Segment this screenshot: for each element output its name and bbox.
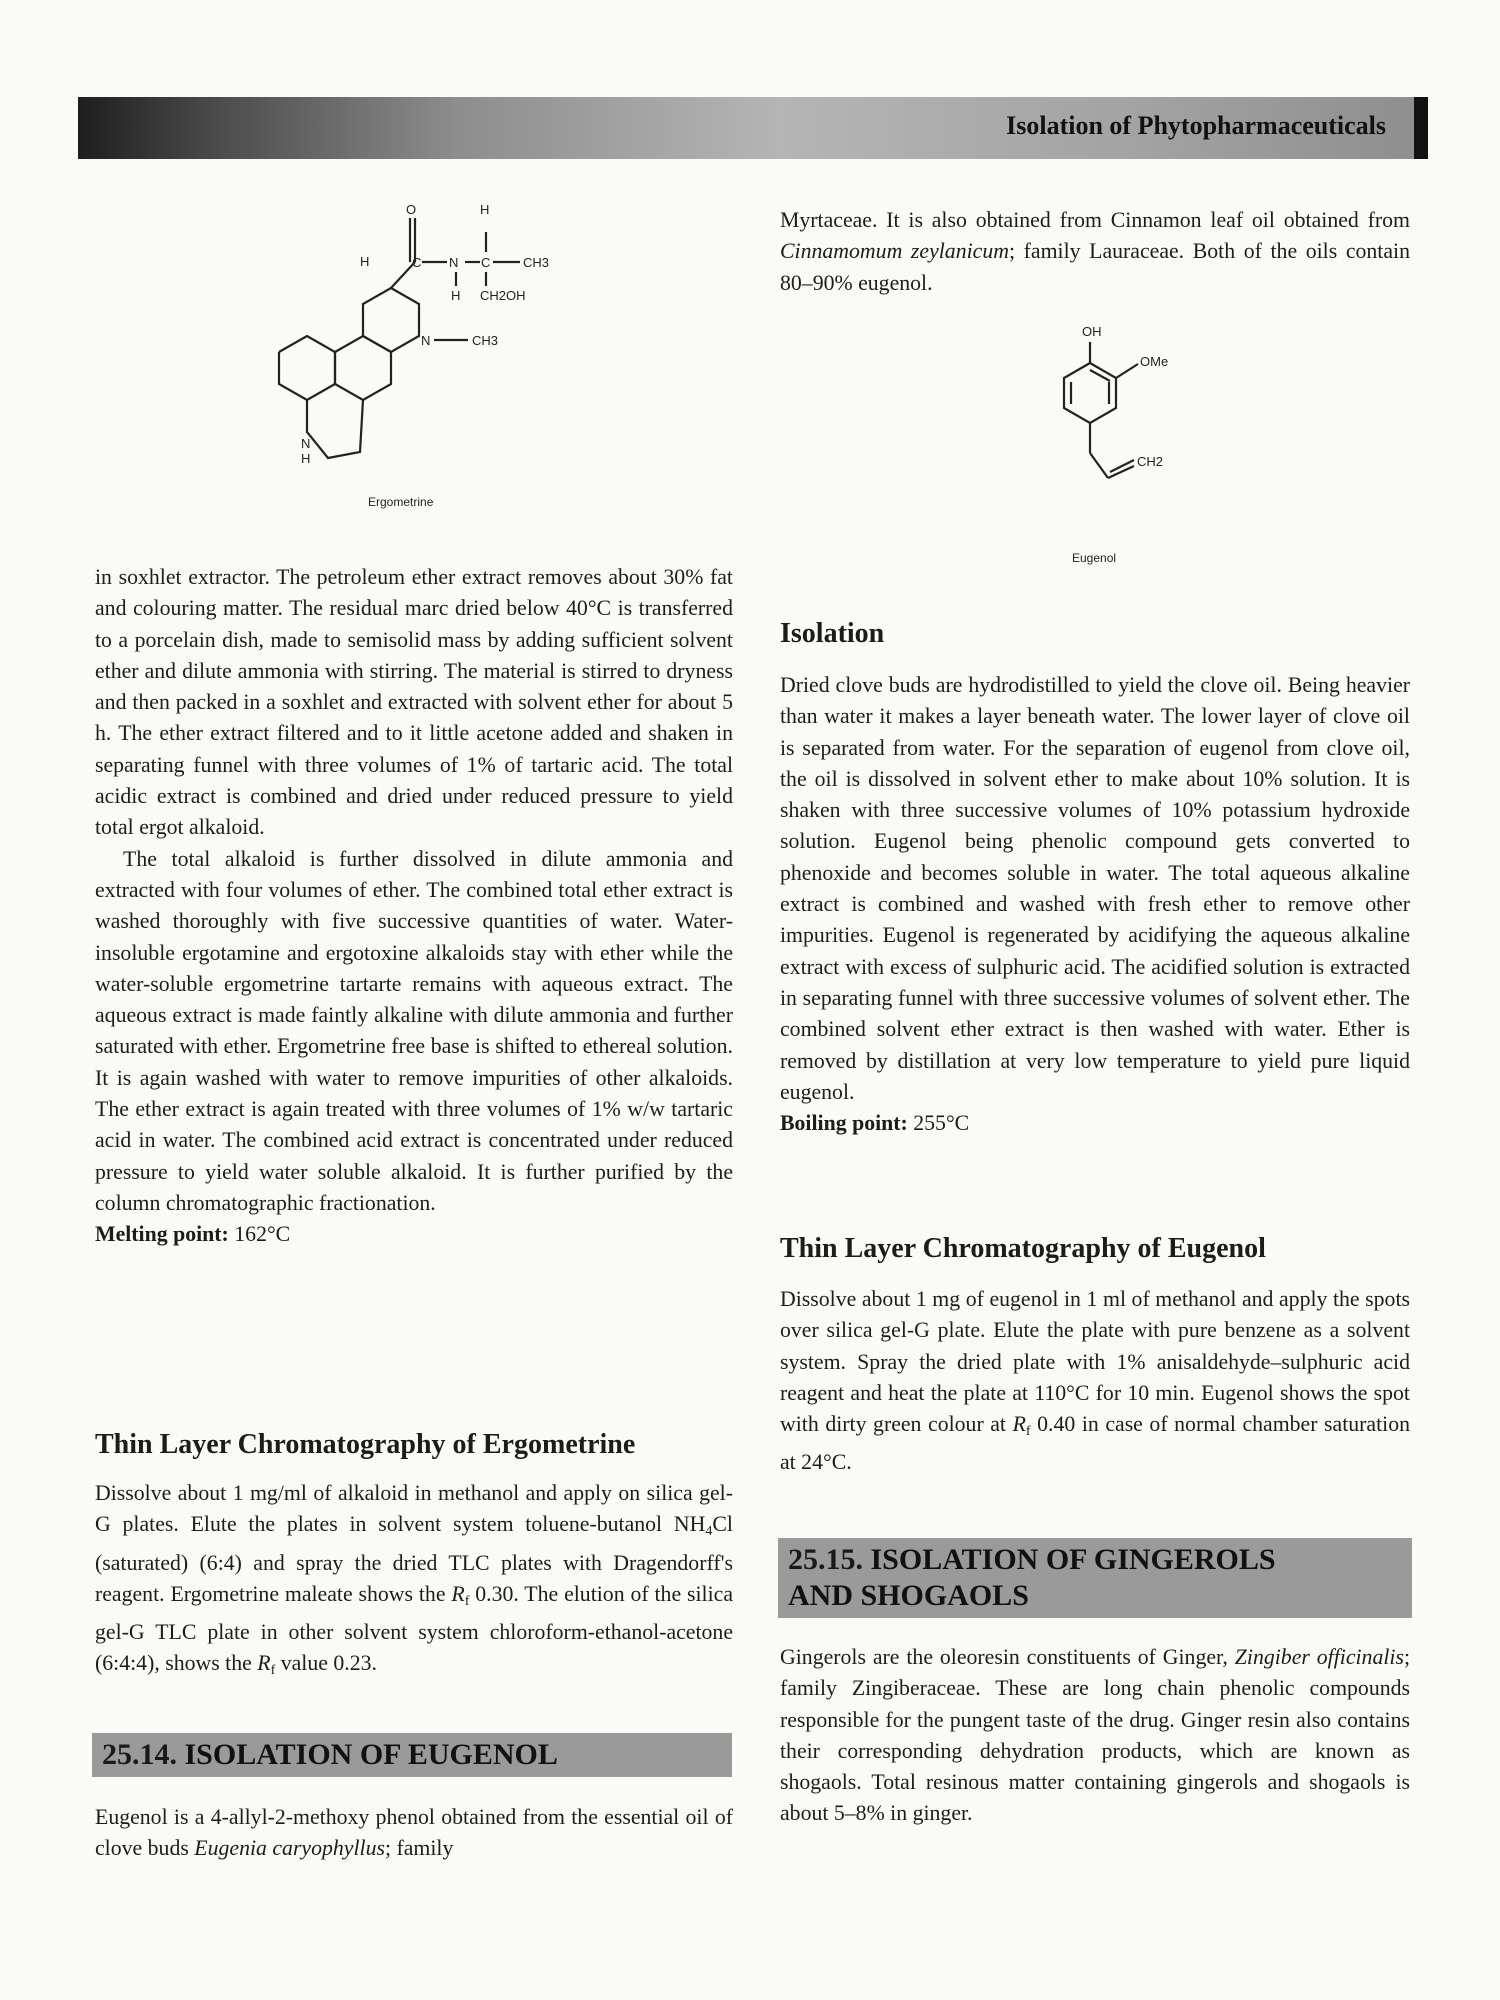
section-25-14-heading [92,1733,732,1777]
section-25-15-title-line-1: ISOLATION OF GINGEROLS [870,1543,1276,1576]
ergometrine-label-ch3: CH3 [523,255,550,270]
tlc-ergometrine-paragraph: Dissolve about 1 mg/ml of alkaloid in methanol and apply on silica gel-G plates. Elute the plates in solvent system toluene-butanol $NH_4Cl$ (saturated) (6:4) and spray the dried TLC plates with Dragendorff's reagent. Ergometrine maleate shows the $R_f$ 0.30. The elution of the silica gel-G TLC plate in other solvent system chloroform-ethanol-acetone (6:4:4), shows the $R_f$ value 0.23. [95,1481,733,1679]
ergometrine-label-ch2oh: CH2OH [480,288,526,303]
ergometrine-label-n-ring: N [421,333,431,348]
ergometrine-caption: Ergometrine [368,495,434,509]
section-25-14-number: 25.14. [102,1738,177,1771]
boiling-point-value: 255°C [913,1111,970,1136]
left-paragraph-2: The total alkaloid is further dissolved in dilute ammonia and extracted with four volumes of ether. The combined total ether extract is washed thoroughly with five successive quantities of water. Water-insoluble ergotamine and ergotoxine alkaloids stay with ether while the water-soluble ergometrine tartarte remains with aqueous extract. The aqueous extract is made faintly alkaline with dilute ammonia and further saturated with ether. Ergometrine free base is shifted to ethereal solution. It is again washed with water to remove impurities of other alkaloids. The ether extract is again treated with three volumes of 1% w/w tartaric acid in water. The combined acid extract is concentrated under reduced pressure to yield water soluble alkaloid. It is further purified by the column chromatographic fractionation. [95,846,733,1215]
ergometrine-label-ch3-ring: CH3 [472,333,499,348]
isolation-heading: Isolation [780,618,885,649]
ergometrine-label-h-n: H [451,288,461,303]
eugenol-diagram [1010,318,1230,568]
eugenol-label-ome: OMe [1140,354,1169,369]
boiling-point-label: Boiling point: [780,1111,908,1136]
isolation-paragraph: Dried clove buds are hydrodistilled to yield the clove oil. Being heavier than water it makes a layer beneath water. The lower layer of clove oil is separated from water. For the separation of eugenol from clove oil, the oil is dissolved in solvent ether to make about 10% solution. It is shaken with three successive volumes of 10% potassium hydroxide solution. Eugenol being phenolic compound gets converted to phenoxide and becomes soluble in water. The total aqueous alkaline extract is combined and washed with fresh ether to remove other impurities. Eugenol is regenerated by acidifying the aqueous alkaline extract with excess of sulphuric acid. The acidified solution is extracted in separating funnel with three successive volumes of solvent ether. The combined solvent ether extract is then washed with water. Ether is removed by distillation at very low temperature to yield pure liquid eugenol. Boiling point: 255°C [780,670,1410,1139]
boiling-point [780,1108,1410,1139]
melting-point-value: 162°C [234,1222,291,1247]
section-25-14-title: ISOLATION OF EUGENOL [184,1738,558,1771]
ergometrine-diagram [240,200,600,530]
ergometrine-label-h-top: H [480,202,490,217]
ergometrine-label-h-left: H [360,254,370,269]
ergometrine-label-nh-n: N [301,436,311,451]
running-header [78,97,1428,159]
left-column-body [95,562,733,1251]
eugenol-label-ch2: CH2 [1137,454,1164,469]
gingerols-paragraph: Gingerols are the oleoresin constituents of Ginger, Zingiber officinalis; family Zingiberaceae. These are long chain phenolic compounds responsible for the pungent taste of the drug. Ginger resin also contains their corresponding dehydration products, which are known as shogaols. Total resinous matter containing gingerols and shogaols is about 5–8% in ginger. [780,1645,1410,1826]
section-25-15-number: 25.15. [788,1543,863,1576]
ergometrine-label-o: O [406,202,417,217]
section-25-15-heading [778,1538,1412,1618]
section-25-15-title-line-2: AND SHOGAOLS [788,1579,1029,1612]
ergometrine-label-c2: C [481,255,491,270]
tlc-eugenol-heading: Thin Layer Chromatography of Eugenol [780,1233,1266,1264]
running-header-title: Isolation of Phytopharmaceuticals [1006,111,1386,140]
left-paragraph-1: in soxhlet extractor. The petroleum ether extract removes about 30% fat and colouring matter. The residual marc dried below 40°C is transferred to a porcelain dish, made to semisolid mass by adding sufficient solvent ether and dilute ammonia with stirring. The material is stirred to dryness and then packed in a soxhlet and extracted with solvent ether for about 5 h. The ether extract filtered and to it little acetone added and shaken in separating funnel with three volumes of 1% of tartaric acid. The total acidic extract is combined and dried under reduced pressure to yield total ergot alkaloid. [95,565,733,840]
eugenol-intro-paragraph: Eugenol is a 4-allyl-2-methoxy phenol obtained from the essential oil of clove buds Eugenia caryophyllus; family [95,1805,733,1861]
eugenol-caption: Eugenol [1072,551,1117,565]
melting-point [95,1219,733,1250]
tlc-eugenol-paragraph: Dissolve about 1 mg of eugenol in 1 ml of methanol and apply the spots over silica gel-G plate. Elute the plate with pure benzene as a solvent system. Spray the dried plate with 1% anisaldehyde–sulphuric acid reagent and heat the plate at 110°C for 10 min. Eugenol shows the spot with dirty green colour at $R_f$ 0.40 in case of normal chamber saturation at 24°C. [780,1287,1410,1475]
melting-point-label: Melting point: [95,1222,229,1247]
tlc-ergometrine-heading: Thin Layer Chromatography of Ergometrine [95,1429,636,1460]
eugenol-structure [1010,318,1230,568]
ergometrine-label-c: C [412,255,422,270]
ergometrine-label-nh-h: H [301,451,311,466]
ergometrine-structure [240,200,600,530]
ergometrine-label-n-amide: N [449,255,459,270]
header-tab-marker [1414,97,1428,159]
right-top-paragraph: Myrtaceae. It is also obtained from Cinnamon leaf oil obtained from Cinnamomum zeylanicum; family Lauraceae. Both of the oils contain 80–90% eugenol. [780,208,1410,295]
eugenol-label-oh: OH [1082,324,1102,339]
